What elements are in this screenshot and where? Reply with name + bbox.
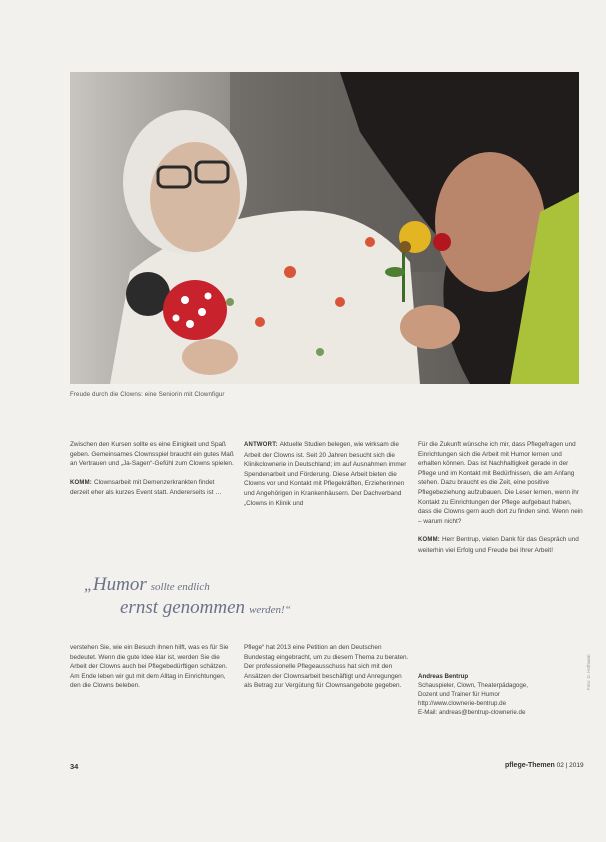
pull-quote-rest-1: sollte endlich — [150, 581, 210, 593]
column-1-intro: Zwischen den Kursen sollte es eine Einigkeit und Spaß geben. Gemeinsames Clownsspiel braucht ein gutes Maß an Vertrauen und „Ja-Sagen“-Gefühl zum Clowns spielen. — [70, 441, 234, 468]
author-website[interactable]: http://www.clownerie-bentrup.de — [418, 700, 507, 707]
author-name: Andreas Bentrup — [418, 673, 469, 680]
question-label: KOMM: — [70, 479, 92, 486]
pull-quote-humor: Humor — [92, 574, 147, 595]
article-column-2 — [244, 440, 409, 508]
column-1-question — [70, 478, 235, 498]
photo-caption: Freude durch die Clowns: eine Seniorin mit Clownfigur — [70, 391, 225, 398]
article-column-1 — [70, 440, 235, 498]
question-text: Clownsarbeit mit Demenzerkrankten findet derzeit eher als kurzes Event statt. Andererseits ist … — [70, 478, 222, 497]
pull-quote-rest-2: werden!“ — [249, 604, 291, 616]
article-column-1-continued — [70, 643, 235, 691]
author-email[interactable]: E-Mail: andreas@bentrup-clownerie.de — [418, 709, 526, 716]
author-box — [418, 672, 588, 717]
photo-credit: Foto: D. Hofmann — [586, 654, 591, 690]
pull-quote — [84, 575, 414, 621]
magazine-name: pflege-Themen — [505, 762, 555, 769]
pull-quote-line-1 — [84, 575, 414, 597]
magazine-footer — [505, 762, 584, 769]
answer-text: Aktuelle Studien belegen, wie wirksam die Arbeit der Clowns ist. Seit 20 Jahren besucht sich die Klinikclownerie in Deutschland; im auf Ausnahmen immer Spendenarbeit und Förderung. Diese Arbeit bieten die Clowns vor und Kontakt mit Pflegekräften, Erzieherinnen und Angehörigen in Krankenhäusern. Der Dachverband „Clowns in Klinik und — [244, 441, 407, 507]
pull-quote-open-mark: „ — [84, 577, 93, 594]
column-1b-text: verstehen Sie, wie ein Besuch ihnen hilft, was es für Sie bedeutet. Wenn die gute Idee klar ist, werden Sie die Arbeit der Clowns auch bei Pflegebedürftigen schätzen. Am Ende leben wir gut mit dem Alltag in Einrichtungen, den die Clowns beleben. — [70, 644, 229, 690]
magazine-issue: 02 | 2019 — [556, 762, 584, 769]
column-3-question — [418, 535, 584, 555]
column-2-answer — [244, 440, 409, 508]
column-3-text: Für die Zukunft wünsche ich mir, dass Pflegefragen und Einrichtungen sich die Arbeit mit Humor lernen und erhalten können. Das ist Nachhaltigkeit gerade in der Pflege und im Kontakt mit Bedürfnissen, die am Anfang stehen. Dazu braucht es die Zeit, eine positive Pflegebeziehung aufzubauen. Die Leser lernen, wenn ihr Kontakt zu Einrichtungen der Pflege aufgebaut haben, dass die Clowns gern auch dort zu finden sind. Wenn nein – warum nicht? — [418, 441, 583, 525]
author-line-2: Dozent und Trainer für Humor — [418, 691, 500, 698]
author-line-1: Schauspieler, Clown, Theaterpädagoge, — [418, 682, 528, 689]
article-column-3 — [418, 440, 584, 556]
clown-visit-photo — [70, 72, 579, 384]
pull-quote-line-2 — [84, 597, 414, 621]
closing-question-text: Herr Bentrup, vielen Dank für das Gespräch und weiterhin viel Erfolg und Freude bei Ihrer Arbeit! — [418, 536, 579, 554]
answer-label: ANTWORT: — [244, 442, 278, 448]
article-photo — [70, 72, 579, 384]
closing-question-label: KOMM: — [418, 537, 440, 544]
page-number: 34 — [70, 762, 79, 771]
column-2b-text: Pflege“ hat 2013 eine Petition an den Deutschen Bundestag eingebracht, um zu diesem Thema zu beraten. Der professionelle Pflegeausschuss hat sich mit den Ansätzen der Clownsarbeit beschäftigt und Anregungen als Betrag zur Vergütung für Clownsangebote gegeben. — [244, 644, 409, 690]
article-column-2-continued — [244, 643, 409, 691]
pull-quote-ernst: ernst genommen — [120, 597, 246, 618]
